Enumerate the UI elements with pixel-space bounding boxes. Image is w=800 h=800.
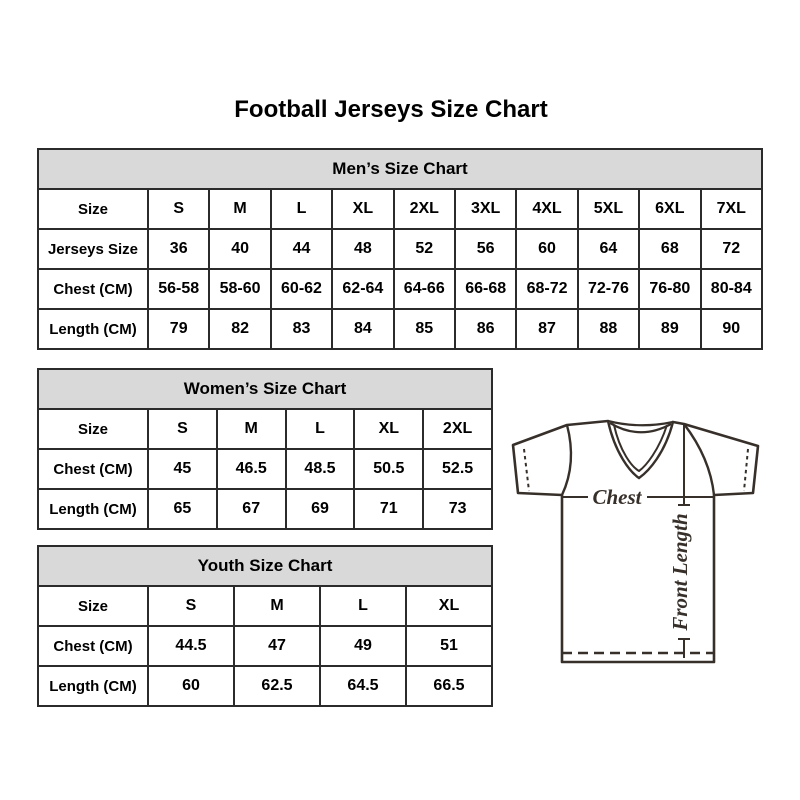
table-header-row [38,369,492,409]
front-length-measure-label: Front Length [668,513,692,631]
table-cell: 60-62 [271,269,332,309]
table-cell: 86 [455,309,516,349]
left-armhole-seam [562,425,571,495]
table-row [38,189,762,229]
row-label: Chest (CM) [38,626,148,666]
table-cell: 56-58 [148,269,209,309]
table-cell: L [286,409,355,449]
table-cell: S [148,189,209,229]
table-cell: S [148,409,217,449]
table-cell: 72-76 [578,269,639,309]
table-cell: 87 [516,309,577,349]
table-cell: XL [406,586,492,626]
table-cell: 51 [406,626,492,666]
table-cell: 48 [332,229,393,269]
table-cell: 36 [148,229,209,269]
table-cell: M [217,409,286,449]
table-cell: 65 [148,489,217,529]
table-cell: 58-60 [209,269,270,309]
table-cell: 4XL [516,189,577,229]
table-row [38,666,492,706]
row-label: Size [38,586,148,626]
right-armhole-seam [684,424,714,495]
table-row [38,586,492,626]
left-cuff-stitch-line [524,449,529,491]
table-cell: 69 [286,489,355,529]
womens-size-table [37,368,493,530]
mens-size-table [37,148,763,350]
table-cell: 76-80 [639,269,700,309]
table-cell: 66.5 [406,666,492,706]
table-cell: 3XL [455,189,516,229]
collar-back-arc [608,421,673,425]
table-cell: 85 [394,309,455,349]
table-cell: 68 [639,229,700,269]
table-cell: 64.5 [320,666,406,706]
row-label: Chest (CM) [38,449,148,489]
table-cell: 67 [217,489,286,529]
table-row [38,309,762,349]
table-cell: 6XL [639,189,700,229]
table-cell: 48.5 [286,449,355,489]
table-cell: 2XL [423,409,492,449]
table-cell: 90 [701,309,762,349]
row-label: Length (CM) [38,666,148,706]
table-cell: 60 [516,229,577,269]
table-cell: 88 [578,309,639,349]
row-label: Length (CM) [38,489,148,529]
table-cell: M [209,189,270,229]
table-cell: 52 [394,229,455,269]
table-cell: XL [354,409,423,449]
row-label: Length (CM) [38,309,148,349]
table-cell: 66-68 [455,269,516,309]
table-cell: 7XL [701,189,762,229]
table-cell: 64-66 [394,269,455,309]
table-cell: 62.5 [234,666,320,706]
table-cell: 40 [209,229,270,269]
table-cell: 79 [148,309,209,349]
youth-size-table [37,545,493,707]
youth-table-title: Youth Size Chart [38,546,492,586]
table-cell: 72 [701,229,762,269]
table-cell: L [320,586,406,626]
table-cell: 64 [578,229,639,269]
table-cell: 68-72 [516,269,577,309]
table-header-row [38,546,492,586]
table-cell: 71 [354,489,423,529]
table-cell: 52.5 [423,449,492,489]
chest-measure-label: Chest [592,485,642,509]
table-row [38,449,492,489]
table-cell: 62-64 [332,269,393,309]
table-header-row [38,149,762,189]
table-cell: 45 [148,449,217,489]
table-cell: 47 [234,626,320,666]
page-title: Football Jerseys Size Chart [234,96,548,123]
table-row [38,409,492,449]
row-label: Size [38,189,148,229]
row-label: Size [38,409,148,449]
right-cuff-stitch-line [744,449,748,491]
table-cell: 44.5 [148,626,234,666]
table-cell: 84 [332,309,393,349]
table-cell: 73 [423,489,492,529]
table-cell: 50.5 [354,449,423,489]
womens-table-title: Women’s Size Chart [38,369,492,409]
table-cell: 82 [209,309,270,349]
table-cell: M [234,586,320,626]
table-row [38,229,762,269]
jersey-measurement-diagram [503,408,771,670]
table-cell: 49 [320,626,406,666]
table-cell: 2XL [394,189,455,229]
row-label: Chest (CM) [38,269,148,309]
table-cell: 83 [271,309,332,349]
table-cell: S [148,586,234,626]
table-cell: XL [332,189,393,229]
jersey-outline [513,421,758,662]
table-cell: 80-84 [701,269,762,309]
table-row [38,626,492,666]
table-row [38,489,492,529]
table-cell: 89 [639,309,700,349]
table-cell: L [271,189,332,229]
table-cell: 5XL [578,189,639,229]
table-row [38,269,762,309]
table-cell: 56 [455,229,516,269]
mens-table-title: Men’s Size Chart [38,149,762,189]
row-label: Jerseys Size [38,229,148,269]
table-cell: 60 [148,666,234,706]
table-cell: 44 [271,229,332,269]
table-cell: 46.5 [217,449,286,489]
